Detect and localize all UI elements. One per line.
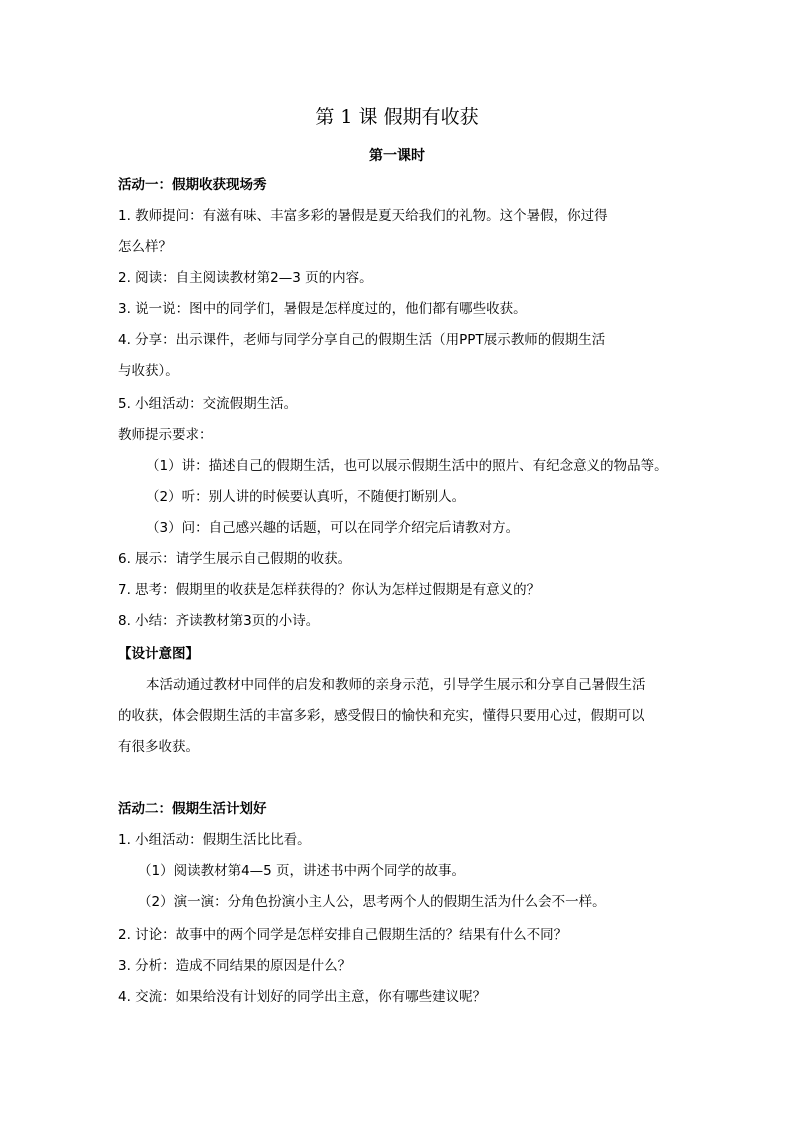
activity1-item: 教师提示要求：	[118, 427, 213, 443]
activity1-item: 8. 小结：齐读教材第3页的小诗。	[118, 613, 320, 629]
activity1-item: 1. 教师提问：有滋有味、丰富多彩的暑假是夏天给我们的礼物。这个暑假，你过得	[118, 208, 608, 224]
activity2-subitem: （2）演一演：分角色扮演小主人公，思考两个人的假期生活为什么会不一样。	[138, 894, 606, 910]
activity1-heading: 活动一：假期收获现场秀	[118, 177, 267, 193]
design-paragraph-line: 有很多收获。	[118, 739, 199, 755]
activity1-item: 3. 说一说：图中的同学们，暑假是怎样度过的，他们都有哪些收获。	[118, 301, 527, 317]
design-paragraph-line: 的收获，体会假期生活的丰富多彩，感受假日的愉快和充实，懂得只要用心过，假期可以	[118, 708, 645, 724]
activity1-subitem: （1）讲：描述自己的假期生活，也可以展示假期生活中的照片、有纪念意义的物品等。	[146, 458, 668, 474]
activity1-item: 6. 展示：请学生展示自己假期的收获。	[118, 551, 352, 567]
activity2-item: 4. 交流：如果给没有计划好的同学出主意，你有哪些建议呢？	[118, 989, 487, 1005]
activity1-subitem: （2）听：别人讲的时候要认真听，不随便打断别人。	[146, 489, 466, 505]
lesson-subtitle: 第一课时	[369, 148, 425, 164]
activity1-item: 2. 阅读：自主阅读教材第2—3 页的内容。	[118, 270, 373, 286]
activity2-item: 1. 小组活动：假期生活比比看。	[118, 832, 311, 848]
activity2-heading: 活动二：假期生活计划好	[118, 801, 267, 817]
activity1-item: 4. 分享：出示课件，老师与同学分享自己的假期生活（用PPT展示教师的假期生活	[118, 332, 606, 348]
activity1-subitem: （3）问：自己感兴趣的话题，可以在同学介绍完后请教对方。	[146, 520, 520, 536]
activity1-item: 怎么样？	[118, 239, 172, 255]
design-paragraph-line: 本活动通过教材中同伴的启发和教师的亲身示范，引导学生展示和分享自己暑假生活	[146, 677, 646, 693]
design-heading: 【设计意图】	[118, 646, 199, 662]
activity2-subitem: （1）阅读教材第4—5 页，讲述书中两个同学的故事。	[138, 863, 466, 879]
activity1-item: 与收获）。	[118, 363, 179, 379]
activity2-item: 2. 讨论：故事中的两个同学是怎样安排自己假期生活的？结果有什么不同？	[118, 927, 568, 943]
activity1-item: 7. 思考：假期里的收获是怎样获得的？你认为怎样过假期是有意义的？	[118, 582, 541, 598]
lesson-title: 第 1 课 假期有收获	[315, 106, 479, 128]
activity2-item: 3. 分析：造成不同结果的原因是什么？	[118, 958, 352, 974]
activity1-item: 5. 小组活动：交流假期生活。	[118, 396, 298, 412]
